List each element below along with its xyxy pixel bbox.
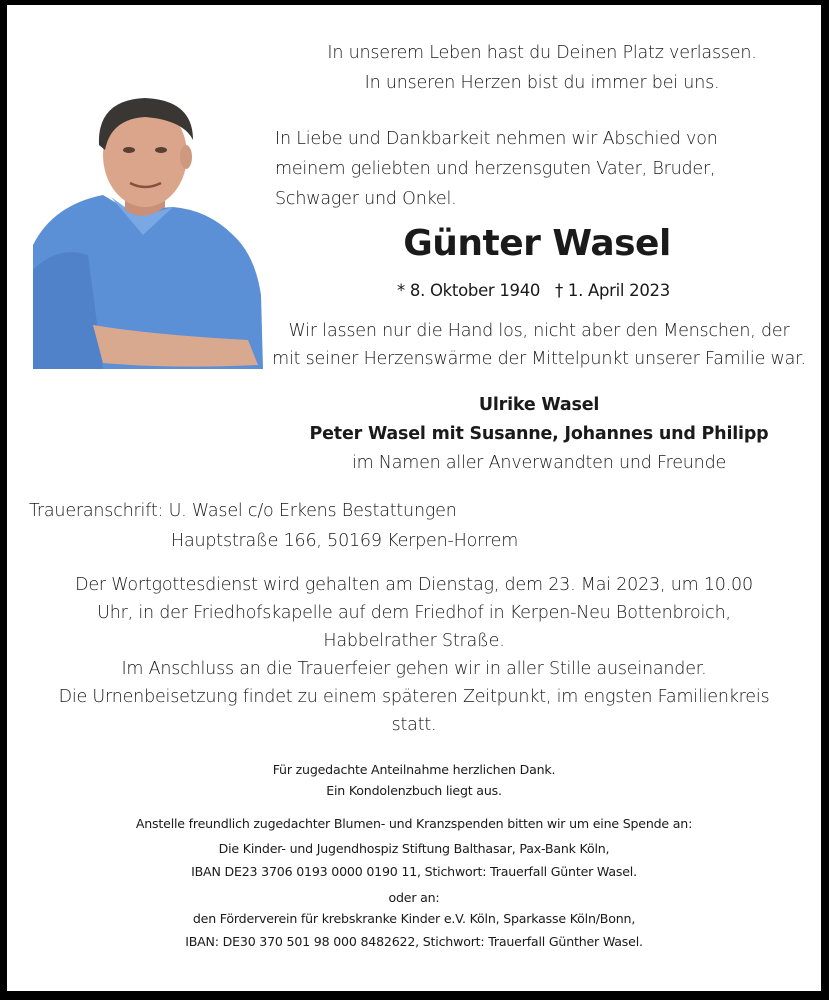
service-line-6: statt. <box>391 715 437 735</box>
donation-line-6: IBAN: DE30 370 501 98 000 8482622, Stichwort: Trauerfall Günther Wasel. <box>185 934 643 949</box>
mourner-name-2: Peter Wasel mit Susanne, Johannes und Philipp <box>309 424 769 444</box>
address-line-2: Hauptstraße 166, 50169 Kerpen-Horrem <box>171 531 519 551</box>
service-line-1: Der Wortgottesdienst wird gehalten am Dienstag, dem 23. Mai 2023, um 10.00 <box>75 575 753 595</box>
address-line-1: Traueranschrift: U. Wasel c/o Erkens Bestattungen <box>29 501 457 521</box>
donation-line-2: Die Kinder- und Jugendhospiz Stiftung Balthasar, Pax-Bank Köln, <box>218 841 610 856</box>
donation-line-1: Anstelle freundlich zugedachter Blumen- und Kranzspenden bitten wir um eine Spende an: <box>135 816 693 831</box>
quote-line-2: In unseren Herzen bist du immer bei uns. <box>364 73 720 93</box>
service-line-4: Im Anschluss an die Trauerfeier gehen wir in aller Stille auseinander. <box>121 659 707 679</box>
obituary-notice <box>7 5 821 991</box>
donation-line-4: oder an: <box>388 890 440 905</box>
deceased-name: Günter Wasel <box>403 223 671 264</box>
service-line-5: Die Urnenbeisetzung findet zu einem späteren Zeitpunkt, im engsten Familienkreis <box>58 687 770 707</box>
intro-line-1: In Liebe und Dankbarkeit nehmen wir Abschied von <box>275 129 718 149</box>
service-line-3: Habbelrather Straße. <box>323 631 505 651</box>
donation-line-5: den Förderverein für krebskranke Kinder e.V. Köln, Sparkasse Köln/Bonn, <box>192 911 636 926</box>
birth-date: * 8. Oktober 1940 <box>397 281 541 300</box>
service-line-2: Uhr, in der Friedhofskapelle auf dem Friedhof in Kerpen-Neu Bottenbroich, <box>97 603 731 623</box>
mourner-name-1: Ulrike Wasel <box>478 395 600 415</box>
tribute-line-2: mit seiner Herzenswärme der Mittelpunkt unserer Familie war. <box>272 349 806 369</box>
mourners-line-3: im Namen aller Anverwandten und Freunde <box>351 453 727 473</box>
intro-line-2: meinem geliebten und herzensguten Vater, Bruder, <box>275 159 716 179</box>
intro-line-3: Schwager und Onkel. <box>275 189 457 209</box>
thanks-line-1: Für zugedachte Anteilnahme herzlichen Dank. <box>272 762 556 777</box>
quote-line-1: In unserem Leben hast du Deinen Platz verlassen. <box>327 43 757 63</box>
thanks-line-2: Ein Kondolenzbuch liegt aus. <box>326 783 502 798</box>
donation-line-3: IBAN DE23 3706 0193 0000 0190 11, Stichwort: Trauerfall Günter Wasel. <box>191 864 637 879</box>
portrait-photo <box>33 95 263 369</box>
tribute-line-1: Wir lassen nur die Hand los, nicht aber den Menschen, der <box>288 321 790 341</box>
death-date: † 1. April 2023 <box>555 281 670 300</box>
